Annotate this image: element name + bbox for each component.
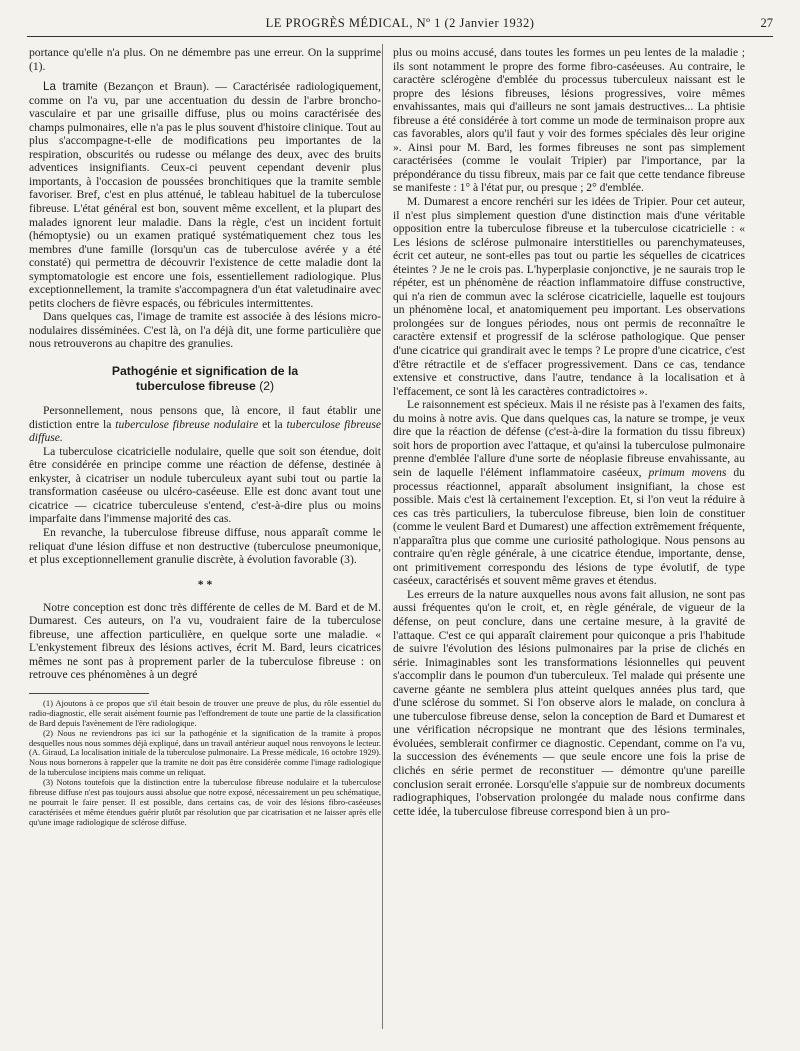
paragraph: plus ou moins accusé, dans toutes les formes un peu lentes de la maladie ; ils sont notamment le propre des forme fibro-caséeuses. Au contraire, le caractère sclérogène d'emblée du processus tuberculeux naissant est le propre des lésions fibreuses, lésions progressives, voire mêmes envahissantes, mais qui d'ailleurs ne sont jamais destructives... La phtisie fibreuse a été considérée à tort comme un mode de terminaison propre aux cas favorables, alors qu'il faut y voir des formes spéciales dès leur origine ». Ainsi pour M. Bard, les formes fibreuses ne sont pas simplement caractérisées (comme le voulait Tripier) par l'importance, par la prépondérance du tissu fibreux, mais par ce fait que cette tendance fibreuse se manifeste : 1° à l'état pur, ou presque ; 2° d'emblée.	[393, 46, 745, 195]
paragraph	[393, 398, 745, 588]
text-run: Personnellement, nous pensons que, là encore, il faut établir une distiction entre la	[29, 404, 381, 431]
left-column	[29, 46, 381, 828]
paragraph-text: (Bezançon et Braun). — Caractérisée radiologiquement, comme on l'a vu, par une accentuation du dessin de l'arbre broncho-vasculaire et par une grisaille diffuse, plus ou moins caractérisée des champs pulmonaires, elle n'a pas le plus souvent d'histoire clinique. Tout au plus s'accompagne-t-elle de modifications peu importantes de la respiration, obscurités ou rudesse ou mélange des deux, avec des bruits adventices insignifiants. Ceux-ci peuvent cependant devenir plus importants, à l'occasion de poussées bronchitiques que la tramite semble favoriser. Bref, c'est en plus atténué, le tableau habituel de la tuberculose fibreuse. L'état général est bon, souvent même excellent, et la plupart des malades ignorent leur maladie. Dans la règle, c'est un incident fortuit (hémoptysie) ou un examen pratiqué systématiquement chez tous les membres d'une famille (lorsqu'un cas de tuberculose avérée y a été constaté) qui permettra de découvrir l'existence de cette maladie dont la symptomatologie est encore une fois, essentiellement radiologique. Plus exceptionnellement, la tramite s'accompagnera d'un état valetudinaire avec petits clochers de fièvre espacés, ou fébricules intermittentes.	[29, 80, 381, 310]
section-heading	[29, 364, 381, 394]
footnote-rule	[29, 693, 149, 694]
section-heading-line-1: Pathogénie et signification de la	[111, 364, 299, 379]
footnote: (2) Nous ne reviendrons pas ici sur la pathogénie et la signification de la tramite à propos desquelles nous nous sommes déjà expliqué, dans un travail antérieur auquel nous renvoyons le lecteur. (A. Giraud, La localisation initiale de la tuberculose pulmonaire. La Presse médicale, 16 octobre 1929). Nous nous bornerons à rappeler que la tramite ne doit pas être considérée comme l'image radiologique de la tuberculose incipiens mais comme un reliquat.	[29, 727, 381, 778]
page-number: 27	[760, 16, 773, 30]
paragraph: portance qu'elle n'a plus. On ne démembre pas une erreur. On la supprime (1).	[29, 46, 381, 73]
section-asterism: * *	[197, 577, 213, 591]
footnote: (3) Notons toutefois que la distinction entre la tuberculose fibreuse nodulaire et la tuberculose fibreuse diffuse n'est pas toujours aussi absolue que notre exposé, nécessairement un peu schématique, ne pourrait le faire penser. Il est possible, dans certains cas, de voir des lésions fibro-caséeuses caractérisées et même étendues guérir plutôt par résolution que par cicatrisation et ne laisser après elle qu'une image radiologique de sclérose diffuse.	[29, 777, 381, 827]
paragraph-lead: La tramite	[43, 80, 98, 94]
section-heading-line-2: tuberculose fibreuse	[135, 379, 256, 394]
footnote: (1) Ajoutons à ce propos que s'il était besoin de trouver une preuve de plus, du rôle essentiel du radio-diagnostic, elle serait aisément fournie pas l'effondrement de toute une partie de la classification de Bard depuis l'avènement de l'ère radiologique.	[29, 697, 381, 728]
paragraph: La tuberculose cicatricielle nodulaire, quelle que soit son étendue, doit être considérée en principe comme une réaction de défense, destinée à enkyster, à cicatriser un nodule tuberculeux ayant subi tout ou partie la transformation caséeuse ou ulcéro-caséeuse. Elle est donc avant tout une cicatrice — cicatrice tuberculeuse s'entend, c'est-à-dire plus ou moins imparfaite dans l'immense majorité des cas.	[29, 444, 381, 526]
text-run: Le raisonnement est spécieux. Mais il ne résiste pas à l'examen des faits, du moins à notre avis. Que dans quelques cas, la nature se trompe, je veux dire que la réaction de défense (c'est-à-dire la formation du tissu fibreux) soit hors de proportion avec l'attaque, et qu'ainsi la tuberculose pulmonaire prenne d'emblée l'allure d'une sorte de néoplasie fibreuse envahissante, au sein de laquelle l'élément inflammatoire caséeux,	[393, 398, 745, 479]
page-header	[27, 16, 773, 34]
paragraph: Les erreurs de la nature auxquelles nous avons fait allusion, ne sont pas aussi fréquentes qu'on le croit, et, en règle générale, de vigueur de la défense, on peut conclure, dans une certaine mesure, à la gravité de l'attaque. C'est ce qui apparaît clairement pour quiconque a pris l'habitude de suivre l'évolution des lésions pulmonaires par la prise de clichés en série. Inimaginables sont les transformations lésionnelles qui peuvent s'accomplir dans le poumon d'un tuberculeux. Tel malade qui présente une caverne géante ne semblera plus atteint quelques années plus tard, que d'une sclérose du sommet. Si l'on observe alors le malade, on conclura à une tuberculose fibreuse dense, selon la conception de Bard et Dumarest et une vérification nécropsique ne montrant que des lésions terminales, évoluées, semblerait confirmer ce diagnostic. Cependant, comme on l'a vu, la succession des événements — que seule encore une fois la prise de clichés en série permet de reconstituer — démontre qu'une pareille conclusion serait erronée. Lorsqu'elle s'appuie sur de nombreux documents radiographiques, l'observation prolongée du malade nous confirme dans cette idée, la tuberculose fibreuse correspond bien à un pro-	[393, 587, 745, 818]
header-rule	[27, 36, 773, 37]
paragraph: En revanche, la tuberculose fibreuse diffuse, nous apparaît comme le reliquat d'une lésion diffuse et non destructive (tuberculose pneumonique, et plus exceptionnellement granulie discrète, à évolution favorable (3).	[29, 525, 381, 567]
paragraph: Dans quelques cas, l'image de tramite est associée à des lésions micro-nodulaires disséminées. C'est là, on l'a déjà dit, une forme particulière que nous retrouverons au chapitre des granulies.	[29, 310, 381, 351]
column-divider	[382, 44, 383, 1029]
paragraph	[29, 404, 381, 445]
italic-run: primum movens	[648, 465, 727, 479]
paragraph-tramite	[29, 80, 381, 310]
italic-run: tuberculose fibreuse nodulaire	[115, 417, 259, 431]
footnote-ref: (2)	[259, 379, 275, 394]
right-column	[393, 46, 745, 818]
paragraph: Notre conception est donc très différente de celles de M. Bard et de M. Dumarest. Ces auteurs, on l'a vu, voudraient faire de la tuberculose fibreuse, une affection particulière, en quelque sorte une maladie. « L'enkystement fibreux des lésions actives, écrit M. Bard, leurs cicatrices mêmes ne sont pas à proprement parler de la tuberculose fibreuse : on retrouve ces phénomènes à un degré	[29, 600, 381, 682]
paragraph: M. Dumarest a encore renchéri sur les idées de Tripier. Pour cet auteur, il n'est plus simplement question d'une distinction mais d'une véritable opposition entre la tuberculose fibreuse et la tuberculose cicatricielle : « Les lésions de sclérose pulmonaire interstitielles ou parenchymateuses, écrit cet auteur, ne sont-elles pas tout ou partie les séquelles de cicatrices éteintes ? Je ne le crois pas. L'hyperplasie conjonctive, je ne saurais trop le répéter, est un phénomène de réaction inflammatoire diffuse constructive, qui n'a rien de commun avec la sclérose cicatricielle, laquelle est toujours un phénomène local, et anatomiquement peu important. Les observations prolongées sur de longues périodes, nous ont permis de reconnaître le caractère extensif et progressif de la sclérose pathologique. Que penser d'une cicatrice qui grandirait avec le temps ? Le propre d'une cicatrice, c'est d'être rétractile et de s'effacer progressivement. Dans ce cas, tendance extensive et constructive, dans l'autre, tendance à la localisation et à l'effacement, ce sont là les caractères contradictoires ».	[393, 195, 745, 398]
italic-run: tuberculose fibreuse diffuse.	[29, 417, 381, 445]
text-run: et la	[258, 417, 287, 431]
text-run: du processus réactionnel, apparaît absolument insignifiant, la chose est possible. Mais c'est là certainement l'exception. Et, si l'on veut la réduire à ces cas très particuliers, la tuberculose fibreuse, bien loin de constituer (comme le veulent Bard et Dumarest) une affection extrêmement fréquente, n'apparaîtra plus que comme une curiosité pathologique. Nous pensons au contraire qu'en règle générale, à une cicatrice étendue, importante, dense, ont primitivement correspondu des lésions de type évolutif, de type caséeux, caractérisés et souvent même graves et étendus.	[393, 465, 745, 588]
journal-running-title: LE PROGRÈS MÉDICAL, Nº 1 (2 Janvier 1932)	[265, 16, 535, 30]
